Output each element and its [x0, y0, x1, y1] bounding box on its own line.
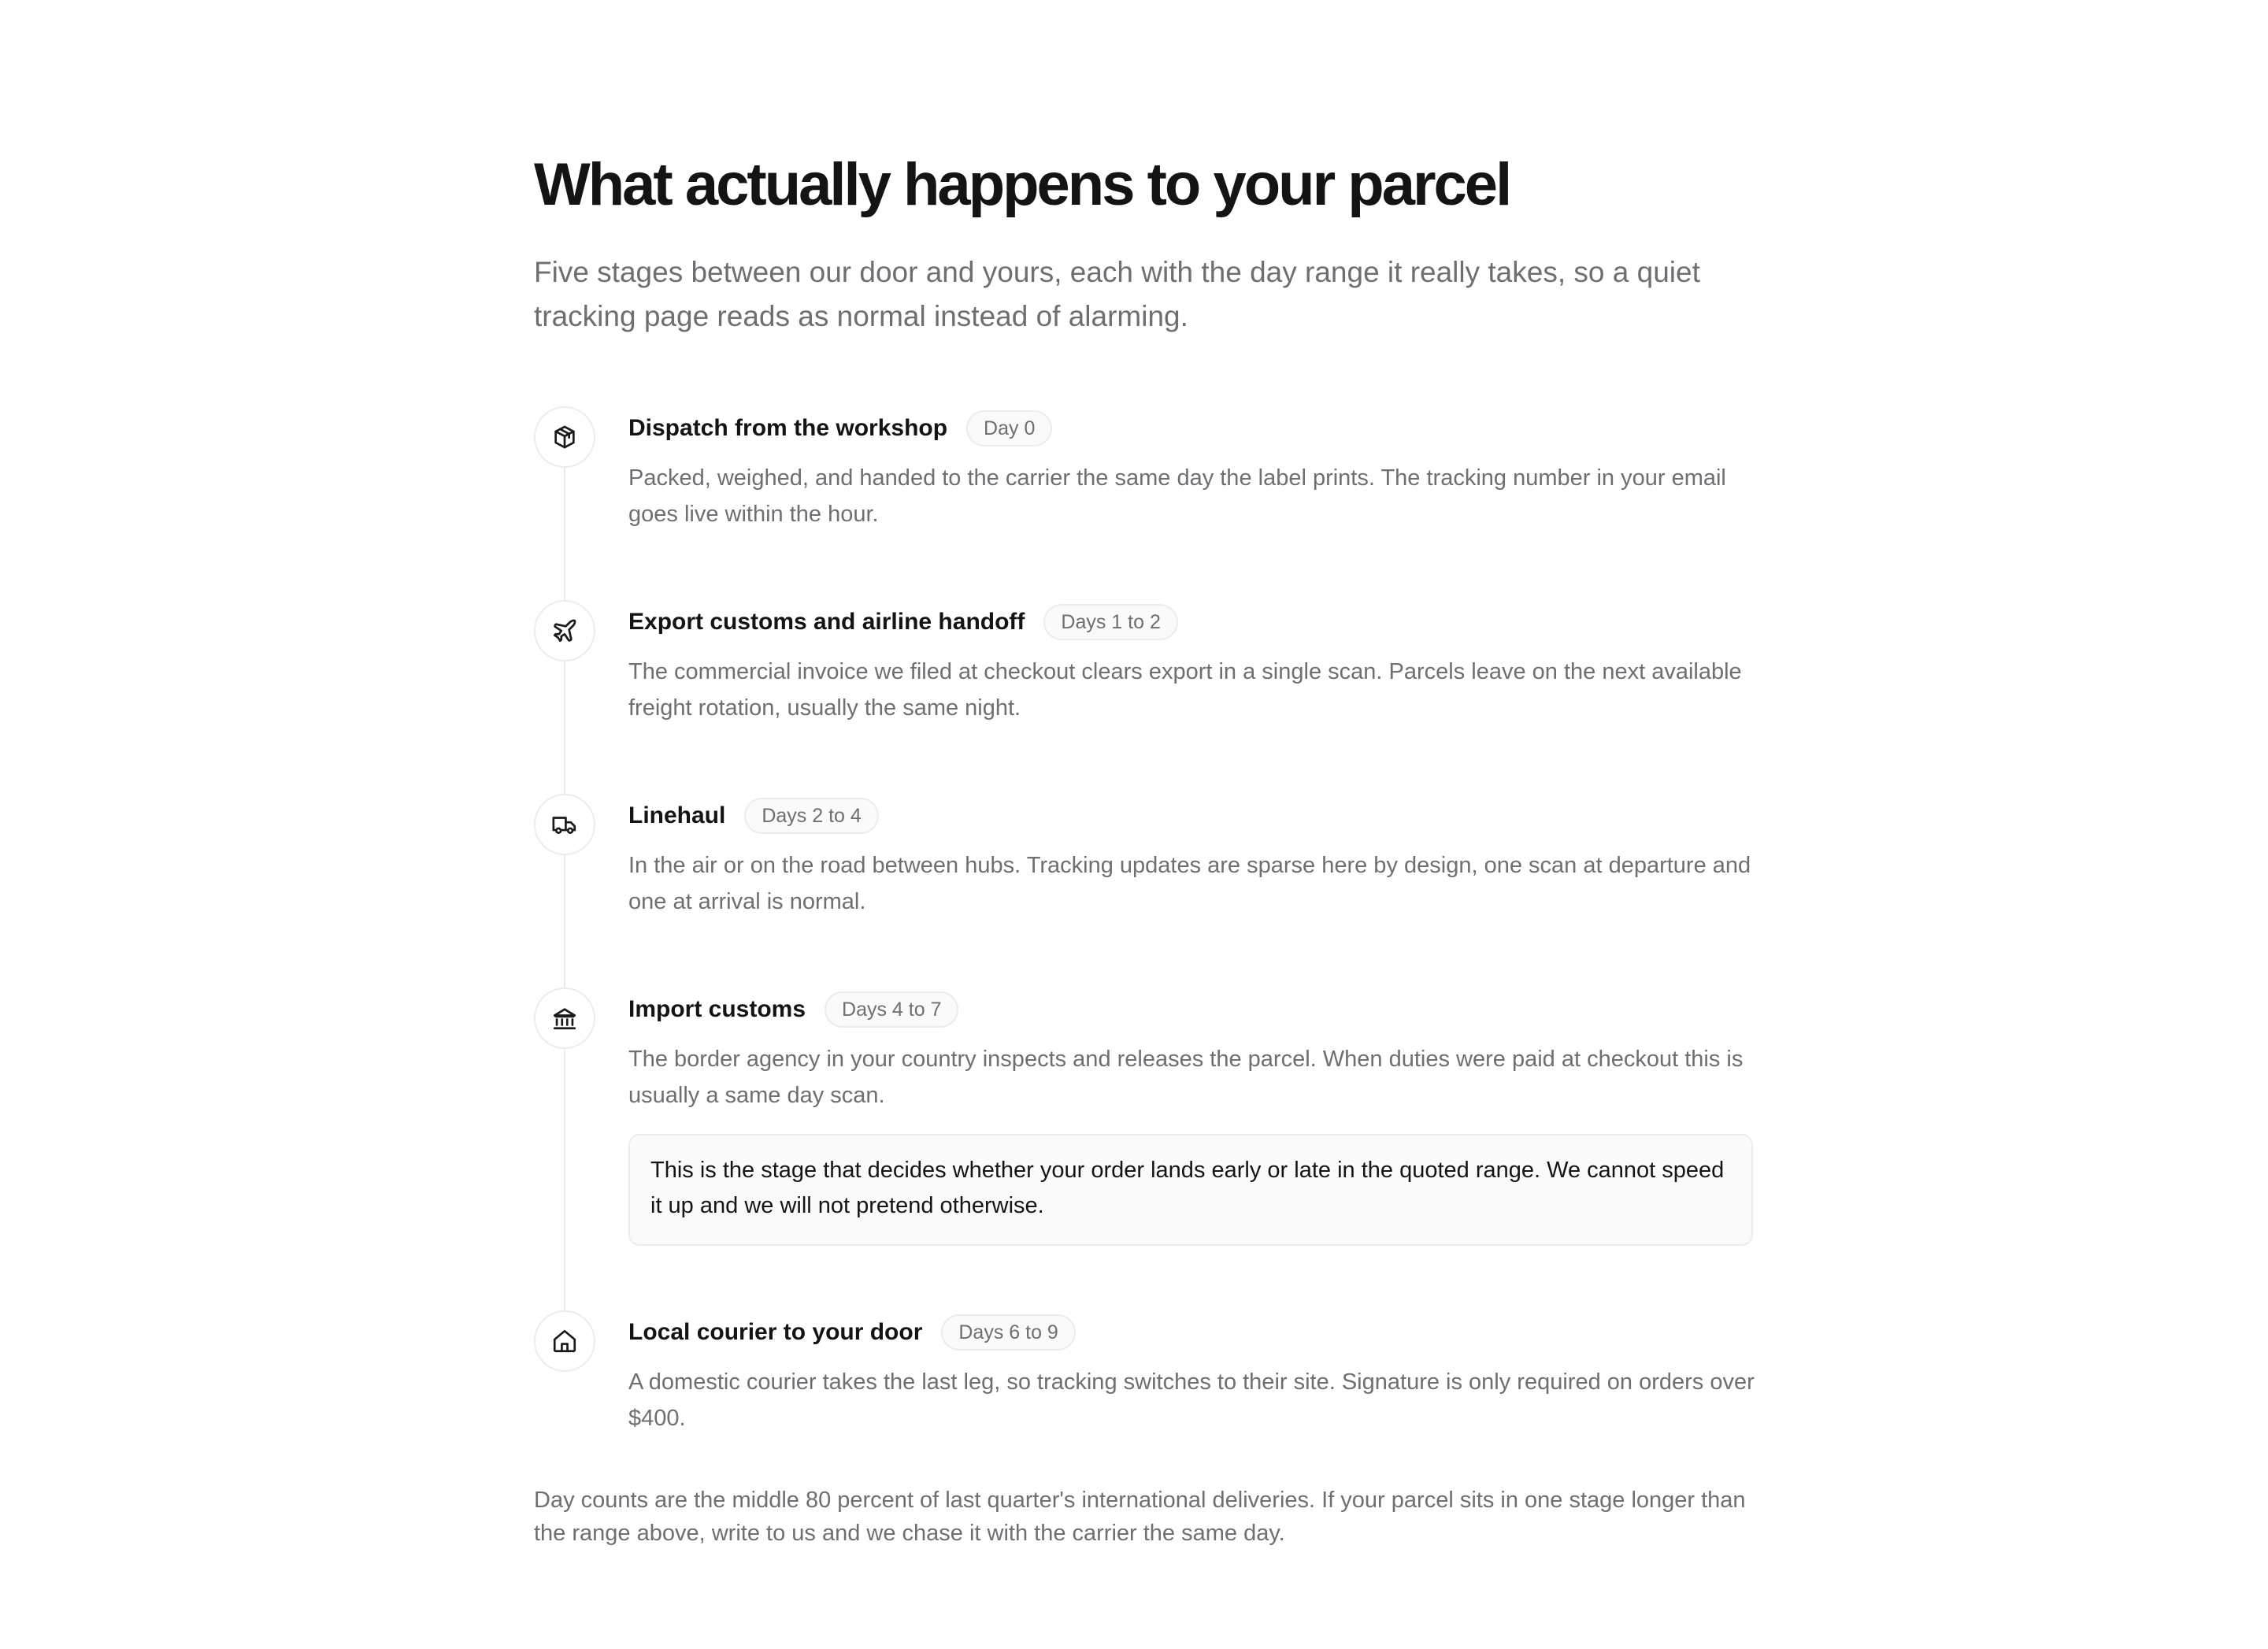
timeline-connector	[564, 855, 565, 988]
truck-icon	[551, 811, 578, 838]
home-icon	[551, 1328, 578, 1354]
stage-header	[628, 600, 1753, 644]
landmark-icon	[551, 1005, 578, 1032]
timeline-connector	[564, 468, 565, 600]
day-range-badge: Days 6 to 9	[941, 1314, 1075, 1351]
stage-header	[628, 794, 1753, 838]
stage-node	[534, 600, 595, 661]
page-title: What actually happens to your parcel	[534, 151, 1510, 218]
package-icon	[551, 424, 578, 450]
plane-icon	[551, 617, 578, 644]
timeline-connector	[564, 661, 565, 794]
stage-description: The commercial invoice we filed at checkout clears export in a single scan. Parcels leave on the next available freight rotation, usually the same night.	[628, 659, 1742, 721]
stage-title: Import customs	[628, 996, 806, 1022]
timeline-stage-dispatch	[534, 406, 1753, 532]
timeline-stage-import	[534, 988, 1753, 1246]
stage-header	[628, 406, 1753, 450]
day-range-badge: Days 4 to 7	[825, 991, 958, 1028]
stage-node	[534, 988, 595, 1049]
stage-node	[534, 406, 595, 468]
stage-description: In the air or on the road between hubs. Tracking updates are sparse here by design, one scan at departure and one at arrival is normal.	[628, 853, 1751, 914]
content	[534, 142, 1753, 1550]
day-range-badge: Days 2 to 4	[744, 798, 878, 834]
stage-node	[534, 794, 595, 855]
day-range-badge: Day 0	[966, 410, 1052, 447]
stage-note-callout: This is the stage that decides whether your order lands early or late in the quoted range. We cannot speed it up and we will not pretend otherwise.	[628, 1134, 1753, 1246]
stage-title: Dispatch from the workshop	[628, 415, 948, 441]
stage-description: A domestic courier takes the last leg, so tracking switches to their site. Signature is only required on orders over $400.	[628, 1369, 1755, 1431]
stage-title: Local courier to your door	[628, 1319, 923, 1345]
day-range-badge: Days 1 to 2	[1043, 604, 1177, 640]
stage-description: The border agency in your country inspects and releases the parcel. When duties were paid at checkout this is usually a same day scan.	[628, 1047, 1744, 1108]
timeline-connector	[564, 1049, 565, 1310]
timeline	[534, 406, 1753, 1436]
stage-node	[534, 1310, 595, 1372]
timeline-stage-linehaul	[534, 794, 1753, 920]
footnote: Day counts are the middle 80 percent of last quarter's international deliveries. If your parcel sits in one stage longer than the range above, write to us and we chase it with the carrier the same day.	[534, 1488, 1746, 1546]
timeline-stage-export	[534, 600, 1753, 726]
stage-header	[628, 988, 1753, 1032]
stage-title: Export customs and airline handoff	[628, 609, 1025, 635]
page-subtitle: Five stages between our door and yours, each with the day range it really takes, so a quiet tracking page reads as normal instead of alarming.	[534, 256, 1700, 332]
timeline-stage-local-courier	[534, 1310, 1753, 1436]
stage-title: Linehaul	[628, 802, 726, 828]
stage-description: Packed, weighed, and handed to the carrier the same day the label prints. The tracking number in your email goes live within the hour.	[628, 465, 1726, 527]
stage-header	[628, 1310, 1753, 1354]
